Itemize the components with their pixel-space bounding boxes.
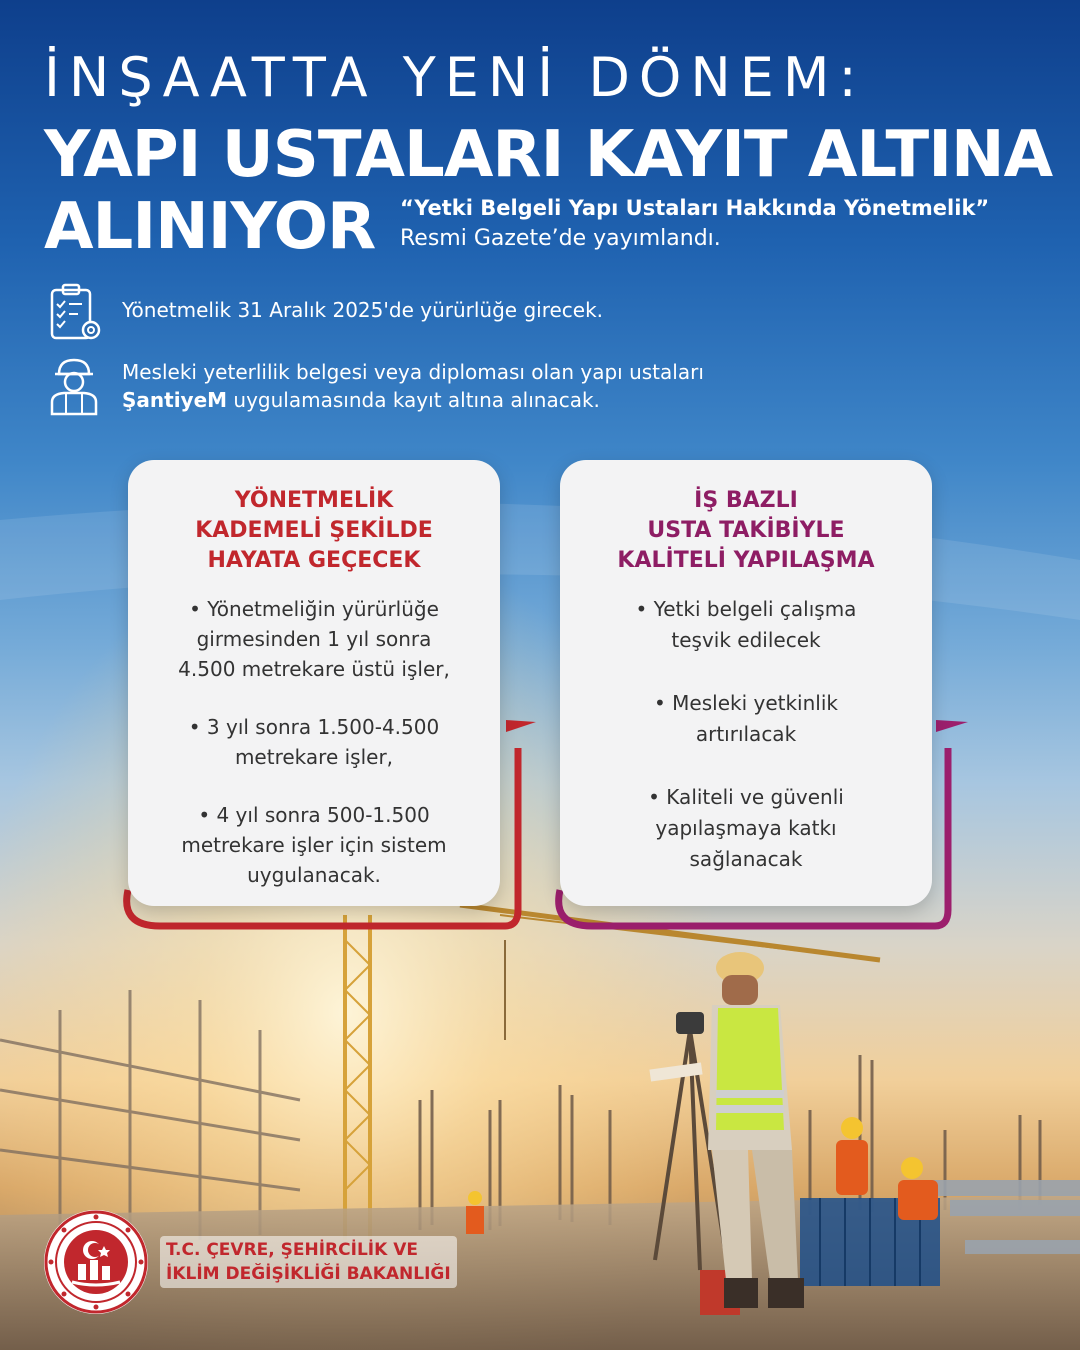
card-title bbox=[580, 486, 912, 576]
bullet-line: yapılaşmaya katkı bbox=[655, 816, 837, 840]
registration-text-line-1: Mesleki yeterlilik belgesi veya diploması olan yapı ustaları bbox=[122, 360, 704, 384]
ministry-name-line-1: T.C. ÇEVRE, ŞEHİRCİLİK VE bbox=[166, 1240, 418, 1260]
ministry-name bbox=[160, 1236, 457, 1288]
bullet-line: • 4 yıl sonra 500-1.500 bbox=[198, 803, 430, 827]
bullet-line: sağlanacak bbox=[689, 847, 803, 871]
ministry-logo bbox=[42, 1208, 150, 1316]
card-title bbox=[148, 486, 480, 576]
info-row-effective-date bbox=[44, 282, 1044, 344]
construction-worker-icon bbox=[44, 354, 104, 418]
subtitle bbox=[400, 196, 1040, 251]
card-title-line: YÖNETMELİK bbox=[234, 488, 394, 513]
bullet-item bbox=[584, 782, 908, 875]
ministry-name-line-2: İKLİM DEĞİŞİKLİĞİ BAKANLIĞI bbox=[166, 1264, 451, 1284]
regulation-name: “Yetki Belgeli Yapı Ustaları Hakkında Yönetmelik” bbox=[400, 196, 990, 220]
bullet-list bbox=[560, 594, 932, 875]
card-title-line: İŞ BAZLI bbox=[694, 488, 798, 513]
bullet-line: • Kaliteli ve güvenli bbox=[648, 785, 844, 809]
surveying-instrument bbox=[676, 1012, 704, 1034]
bullet-line: metrekare işler, bbox=[234, 745, 394, 769]
bullet-line: • 3 yıl sonra 1.500-4.500 bbox=[188, 715, 440, 739]
bullet-item bbox=[584, 688, 908, 750]
bullet-line: uygulanacak. bbox=[247, 863, 381, 887]
registration-text-rest: uygulamasında kayıt altına alınacak. bbox=[227, 388, 600, 412]
clipboard-gear-icon bbox=[44, 282, 108, 346]
bullet-line: 4.500 metrekare üstü işler, bbox=[178, 657, 450, 681]
bullet-item bbox=[152, 800, 476, 890]
card-phased-implementation bbox=[128, 460, 500, 906]
card-title-line: HAYATA GEÇECEK bbox=[207, 548, 421, 573]
title-line-3: ALINIYOR bbox=[44, 190, 376, 264]
bullet-item bbox=[584, 594, 908, 656]
card-title-line: KALİTELİ YAPILAŞMA bbox=[617, 548, 875, 573]
bullet-item bbox=[152, 712, 476, 772]
bullet-line: girmesinden 1 yıl sonra bbox=[196, 627, 432, 651]
card-title-line: USTA TAKİBİYLE bbox=[647, 518, 845, 543]
santiyem-app-name: ŞantiyeM bbox=[122, 388, 228, 412]
bullet-item bbox=[152, 594, 476, 684]
bullet-list bbox=[128, 594, 500, 890]
title-line-1: İNŞAATTA YENİ DÖNEM: bbox=[44, 46, 866, 109]
title-line-2: YAPI USTALARI KAYIT ALTINA bbox=[44, 118, 1053, 192]
bullet-line: • Mesleki yetkinlik bbox=[654, 691, 838, 715]
gazette-note: Resmi Gazete’de yayımlandı. bbox=[400, 226, 721, 251]
bullet-line: • Yönetmeliğin yürürlüğe bbox=[189, 597, 439, 621]
bullet-line: metrekare işler için sistem bbox=[181, 833, 447, 857]
effective-date-text: Yönetmelik 31 Aralık 2025'de yürürlüğe girecek. bbox=[122, 298, 604, 322]
info-row-registration bbox=[44, 354, 1044, 418]
card-title-line: KADEMELİ ŞEKİLDE bbox=[195, 518, 433, 543]
ministry-emblem-icon bbox=[42, 1208, 150, 1316]
bullet-line: teşvik edilecek bbox=[671, 628, 821, 652]
registration-text-line-2 bbox=[122, 386, 600, 414]
bullet-line: • Yetki belgeli çalışma bbox=[635, 597, 857, 621]
card-quality-construction bbox=[560, 460, 932, 906]
bullet-line: artırılacak bbox=[695, 722, 797, 746]
